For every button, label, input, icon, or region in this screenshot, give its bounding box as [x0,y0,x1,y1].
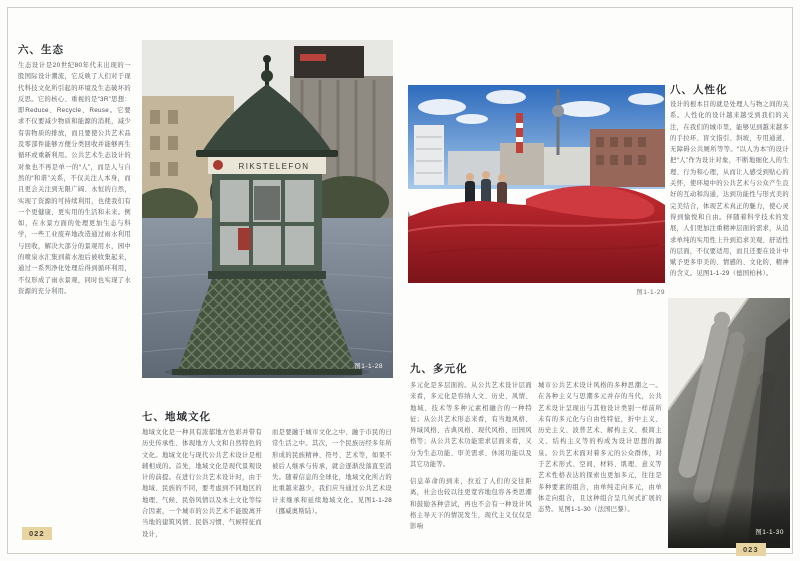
stone-relief-illustration [668,298,790,548]
city-block-1 [448,151,500,185]
section-regional-culture-col2: 而是要融于城市文化之中、融于市民的日常生活之中。其次，一个民族历经多年所形成的民族精神、符号、艺术等，如果不被后人继承与传承，就会逐渐没落直至消失。随着信息的全球化，地域文化所占的比重越来越少，我们应当通过公共艺术设计来继承和延续地域文化。见图1-1-28（挪威奥斯陆）。 [272,429,392,516]
kiosk-base-band [208,271,326,279]
tv-tower-sphere [552,105,564,117]
white-tower [414,125,444,185]
section-regional-culture-title: 七、地域文化 [142,410,211,423]
photo2-caption: 图1-1-29 [636,289,665,296]
billboard-red-text [300,54,326,61]
photo-stone-relief [668,298,790,548]
kiosk-bottom-rail [172,369,362,375]
section-regional-culture-col1: 地域文化是一种具有浓郁地方色彩并带有历史传承性、体现地方人文和自然特色的文化。地域文化与现代公共艺术设计是相辅相成的。首先，地域文化是现代景观设计的前提。在进行公共艺术设计时，由于地域、民族的不同，要考虑到不同地区的地理、气候、民俗风情以及本土文化等综合因素，一个城市的公共艺术不能脱离开当地的建筑风情、民俗习惯、气候特征而设计， [142,429,262,538]
section-humanization-body: 设计的根本目的就是处理人与物之间的关系。人性化的设计越来越受到我们的关注，在我们的城市里，能够见到越来越多的手拉环、盲文指引、斜坡、专用通道、无障碍公共厕所等等。“以人为本”的设计把“人”作为设计对象，不断地细化人的生理、行为和心理，从而让人感受到贴心的关怀，使环境中的公共艺术与公众产生良好的互动和沟通，达到功能性与形式美的完美结合，体现艺术真正的魅力，使心灵得到愉悦和自由。伴随着科学技术的发展，人们更加注重精神层面的需求，从追求单纯的实用性上升到追求美观、舒适性的层面，不仅要适用，而且还要在设计中赋予更多审美的、情感的、文化的、精神的含义。见图1-1-29（德国柏林）。 [670,101,789,278]
kiosk-interior [254,186,280,220]
city-block-3 [544,147,590,185]
page-number-left: 022 [22,527,52,540]
photo-red-plaza [408,85,665,283]
telephone-kiosk-illustration [142,40,393,378]
kiosk-sign-emblem [213,160,223,170]
kiosk-red-phone [238,228,251,250]
section-ecology-body: 生态设计是20世纪80年代末出现的一股国际设计潮流，它反映了人们对于现代科技文化所引起的环境及生态破坏的反思。它的核心、重视的是“3R”思想：即Reduce、Recycle、Reuse。它要求不仅要减少物质和能源的消耗，减少有害物质的排放，而且要使公共艺术品及零部件能够方便分类回收并能够再生循环或重新利用。公共艺术生态设计的对象也不再是单一的“人”，而是人与自然的“和谐”关系，不仅关注人本身，而且更会关注到无限广阔、永恒的自然，实现了资源的可持续利用，也使我们有一个更健康、更实用的生活和未来。例如，在水景方面的处理更加生态与科学，一些工业废弃地改造通过雨水利用与回收，解决大部分的景观用水，园中的喷泉水汇集到蓄水池后被收集起来，通过一系列净化处理后得到循环利用，不仅形成了雨水景观，同时也实现了水资源的充分利用。 [18,62,131,295]
photo3-caption: 图1-1-30 [755,529,784,536]
section-ecology-title: 六、生态 [18,43,64,56]
section-diversification-col1-p2: 信息革命的到来，拉近了人们的交往距离，社会也较以往更宽容地包容各类思潮和鼓励各种尝试，再也不会有一种设计风格主导天下的情况发生，现代主义仅仅是影响 [410,478,532,531]
photo-telephone-kiosk [142,40,393,378]
photo1-caption: 图1-1-28 [354,363,383,370]
red-plaza-illustration [408,85,665,283]
kiosk-sign-text: RIKSTELEFON [238,162,310,171]
striped-tower [516,113,523,153]
billboard [294,46,364,78]
section-humanization-title: 八、人性化 [670,83,728,96]
section-diversification-title: 九、多元化 [410,362,468,375]
pedestrians [465,171,507,205]
section-diversification-col2: 城市公共艺术设计风格的多种思潮之一。在各种主义与思潮多元并存的当代，公共艺术设计呈现出与其他设计类别一样前所未有的多元化与自由性特征，折中主义、历史主义、波普艺术、解构主义、极简主义、结构主义等的构成为设计思想的源泉。公共艺术面对着多元的公众群体，对于艺术形式、空间、材料、肌理、意义等艺术性格表达的探索也更加多元，往往是多种要素的组合，由单纯走向多元，由单体走向组合，且这种组合呈几何式扩展的态势。见图1-1-30（法国巴黎）。 [538,382,662,514]
shadow-bottom [668,488,790,548]
kiosk-eave [196,150,338,157]
section-diversification-col1-p1: 多元化是多层面的。从公共艺术设计层面来看，多元化是容纳人文、历史、风情、地域、技术等多种元素相融合的一种特征；从公共艺术形态来看，有当地风格、异域风格、古典风格、现代风格、田园风格等；从公共艺术功能需求层面来看，又分为生态功能、审美需求、休闲功能以及其它功能等。 [410,382,532,469]
page-number-right: 023 [736,543,766,556]
